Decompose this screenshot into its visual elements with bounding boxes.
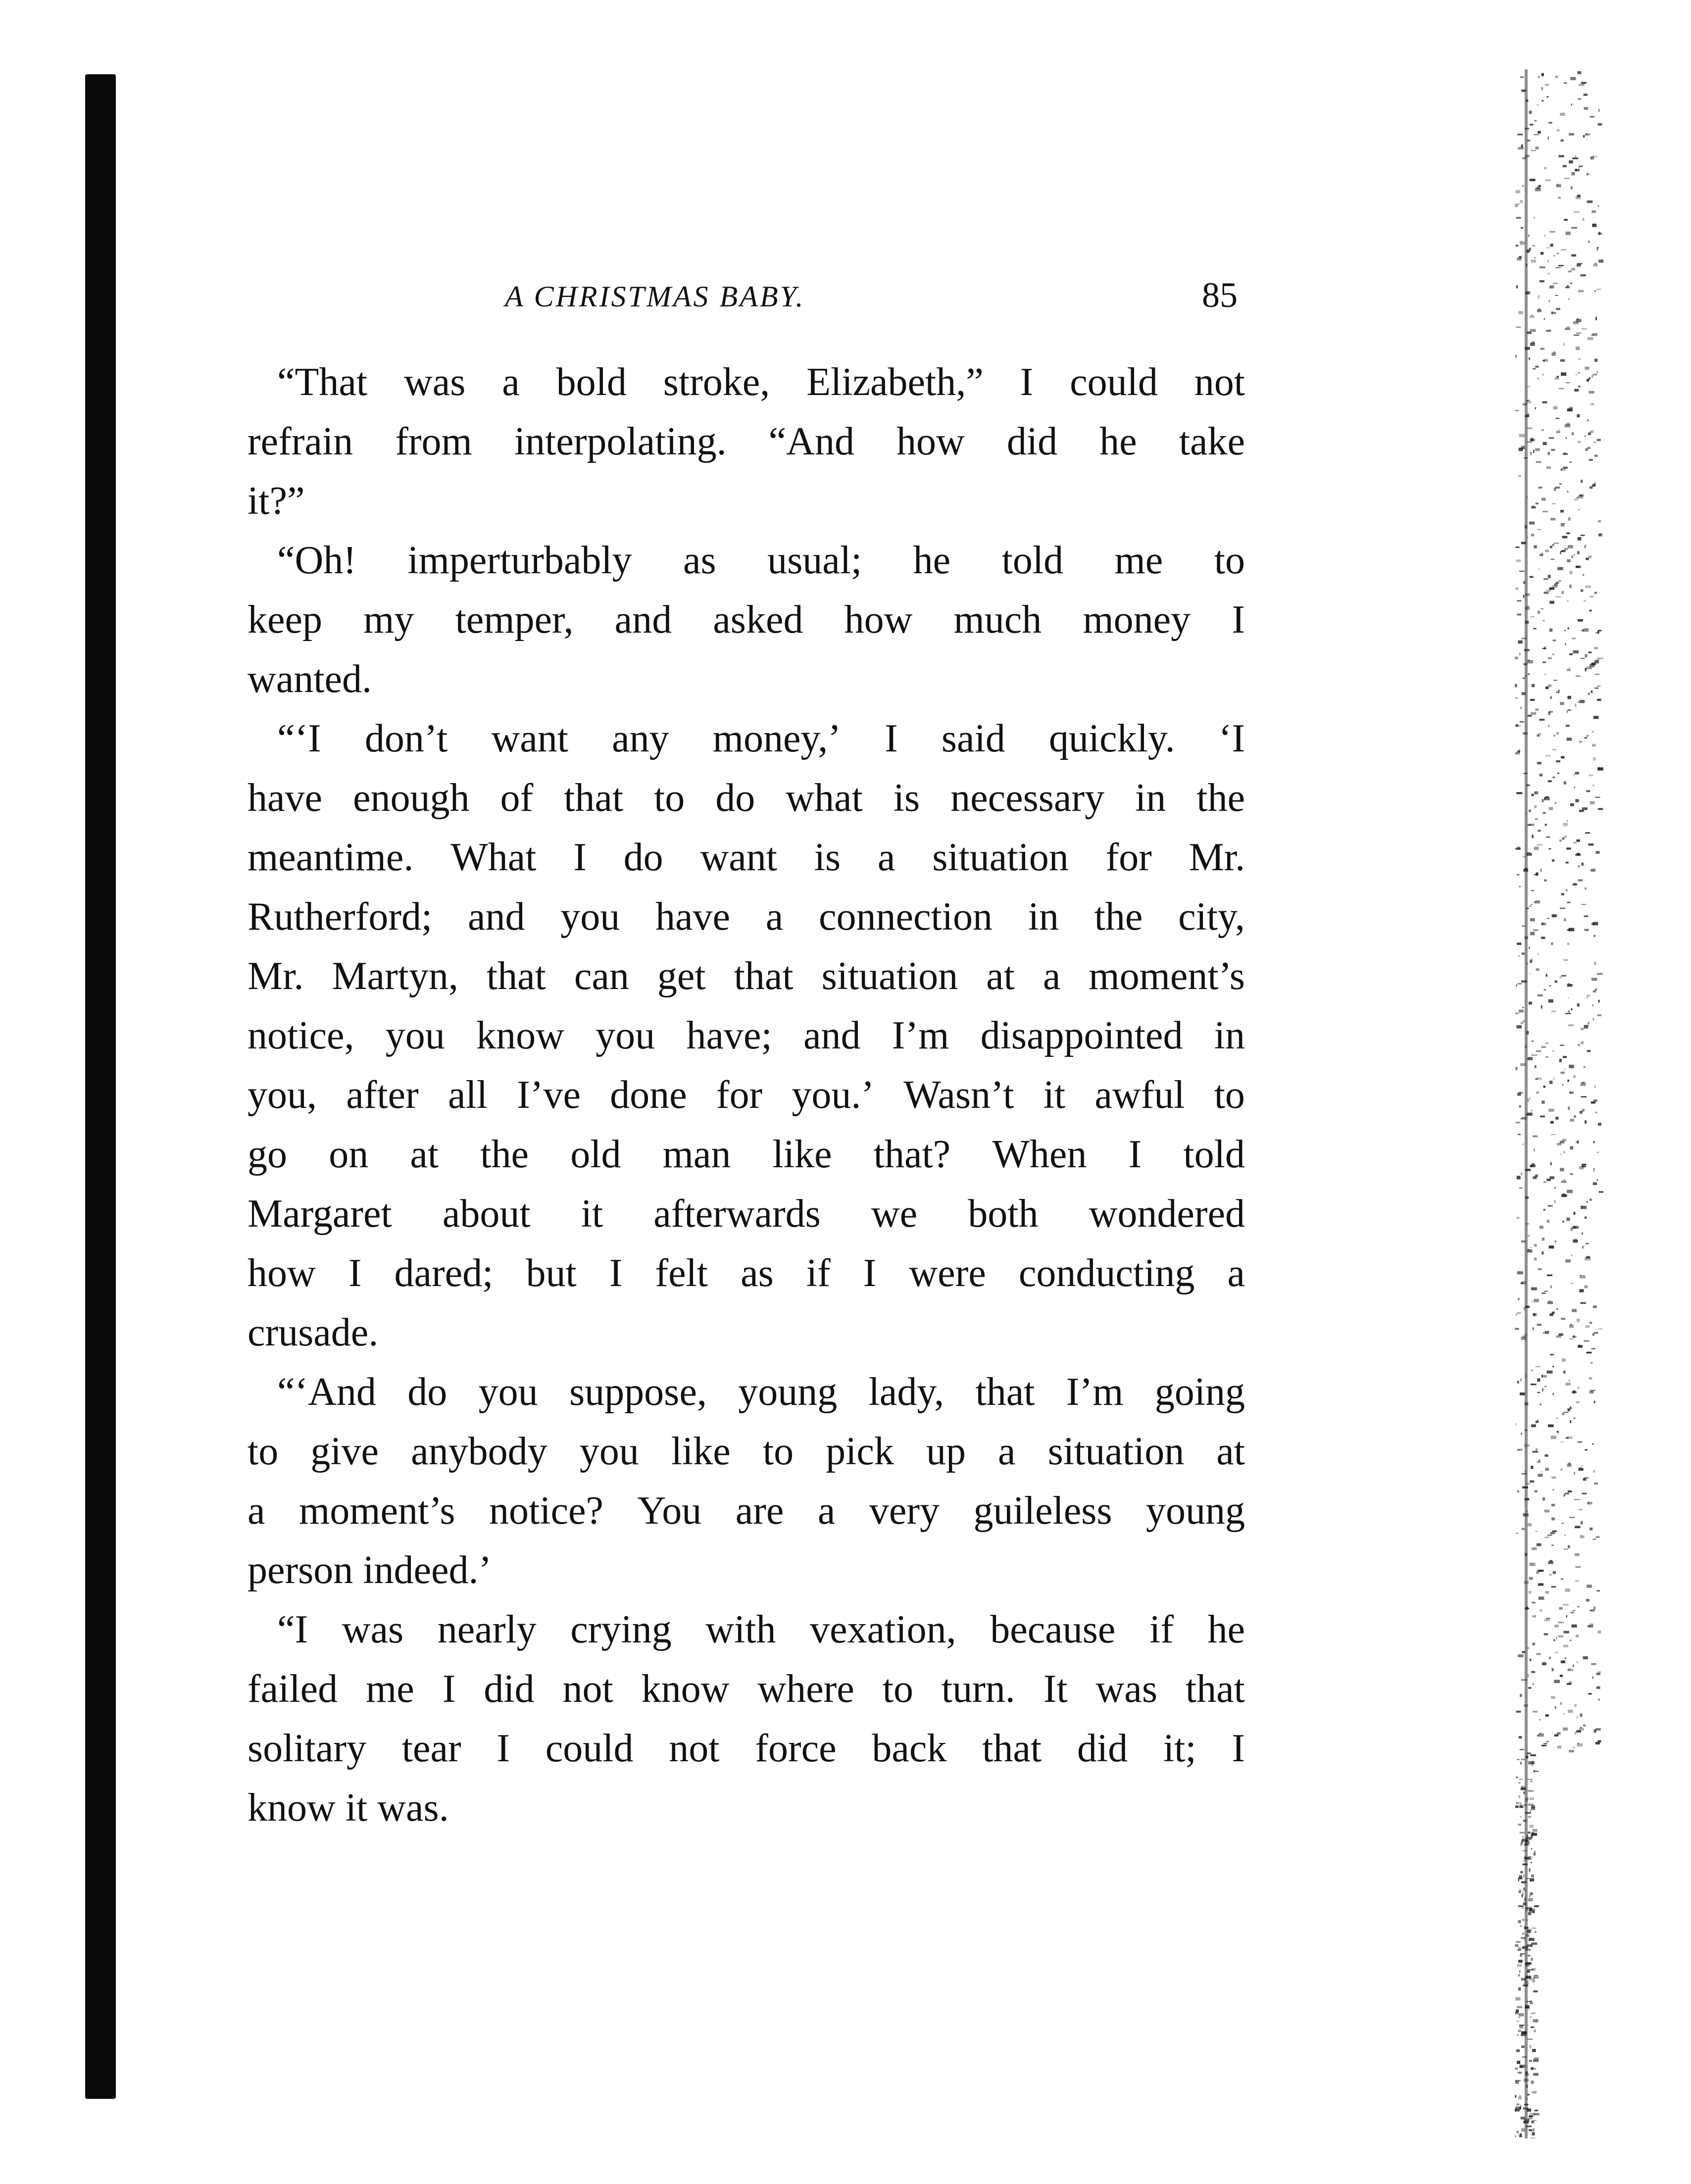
text-line: solitary tear I could not force back that did it; I [248, 1727, 1245, 1770]
text-line: refrain from interpolating. “And how did he take [248, 420, 1245, 463]
text-line: wanted. [248, 657, 372, 701]
text-line: go on at the old man like that? When I told [248, 1133, 1245, 1176]
text-line: Mr. Martyn, that can get that situation at a moment’s [248, 954, 1245, 998]
text-line: Rutherford; and you have a connection in the city, [248, 895, 1245, 939]
body-text [248, 352, 1245, 1837]
binding-shadow [85, 74, 116, 2099]
text-line: person indeed.’ [248, 1548, 492, 1592]
text-line: you, after all I’ve done for you.’ Wasn’t it awful to [248, 1073, 1245, 1117]
scan-edge-noise [1510, 69, 1634, 2138]
text-line: “That was a bold stroke, Elizabeth,” I could not [277, 360, 1245, 404]
text-line: notice, you know you have; and I’m disappointed in [248, 1014, 1245, 1057]
text-line: crusade. [248, 1311, 379, 1354]
text-line: know it was. [248, 1786, 449, 1830]
running-head [505, 270, 1238, 329]
page-number: 85 [1202, 275, 1238, 315]
text-line: meantime. What I do want is a situation for Mr. [248, 836, 1245, 879]
text-line: “Oh! imperturbably as usual; he told me to [277, 539, 1245, 582]
text-line: Margaret about it afterwards we both wondered [248, 1192, 1245, 1236]
text-line: to give anybody you like to pick up a situation at [248, 1430, 1245, 1473]
text-line: how I dared; but I felt as if I were conducting a [248, 1251, 1245, 1295]
text-line: it?” [248, 479, 305, 523]
text-line: “‘I don’t want any money,’ I said quickly. ‘I [277, 717, 1245, 760]
running-title: A CHRISTMAS BABY. [505, 280, 805, 313]
text-line: a moment’s notice? You are a very guileless young [248, 1489, 1245, 1533]
text-line: “I was nearly crying with vexation, because if he [277, 1608, 1245, 1651]
text-line: have enough of that to do what is necessary in the [248, 776, 1245, 820]
text-line: failed me I did not know where to turn. It was that [248, 1667, 1245, 1711]
text-line: “‘And do you suppose, young lady, that I’m going [277, 1370, 1245, 1414]
text-line: keep my temper, and asked how much money I [248, 598, 1245, 642]
